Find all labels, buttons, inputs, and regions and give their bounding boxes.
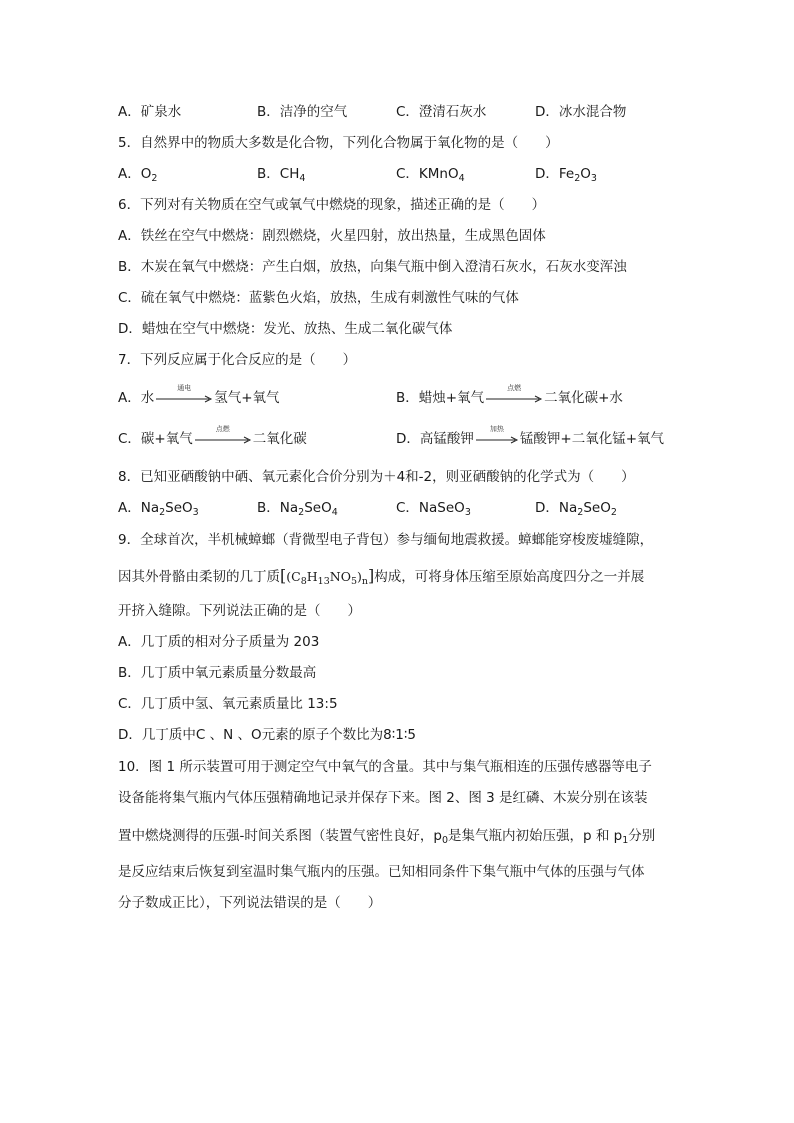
q9-stem-line3: 开挤入缝隙。下列说法正确的是（ ） [118,603,361,619]
q7-option-b[interactable]: B．蜡烛+氧气 点燃 二氧化碳+水 [396,384,623,406]
q8-option-a[interactable]: A．$Na_2SeO_3$ [118,500,199,518]
reaction-arrow-icon: 通电 [155,391,213,405]
q5-stem: 5．自然界中的物质大多数是化合物，下列化合物属于氧化物的是（ ） [118,135,559,151]
q4-option-a[interactable]: A．矿泉水 [118,104,182,120]
q10-stem-line5: 分子数成正比），下列说法错误的是（ ） [118,895,382,911]
q4-option-c[interactable]: C．澄清石灰水 [396,104,487,120]
q9-option-b[interactable]: B．几丁质中氧元素质量分数最高 [118,665,317,681]
q6-option-a[interactable]: A．铁丝在空气中燃烧：剧烈燃烧，火星四射，放出热量，生成黑色固体 [118,228,546,244]
q7-option-d[interactable]: D．高锰酸钾 加热 锰酸钾+二氧化锰+氧气 [396,425,665,447]
q9-option-d[interactable]: D．几丁质中C 、N 、O元素的原子个数比为8∶1∶5 [118,727,416,743]
q8-option-d[interactable]: D．$Na_2SeO_2$ [535,500,617,518]
q9-option-a[interactable]: A．几丁质的相对分子质量为 203 [118,634,320,650]
reaction-arrow-icon: 加热 [475,432,519,446]
q7-option-c[interactable]: C．碳+氧气 点燃 二氧化碳 [118,425,307,447]
q7-stem: 7．下列反应属于化合反应的是（ ） [118,352,357,368]
q6-stem: 6．下列对有关物质在空气或氧气中燃烧的现象，描述正确的是（ ） [118,197,546,213]
chitin-formula: $[(C_8H_{13}NO_5)_n]$ [280,566,375,587]
q5-option-c[interactable]: C．KMnO$_4$ [396,166,465,184]
q5-option-a[interactable]: A．$O_2$ [118,166,158,184]
q7-option-a[interactable]: A．水 通电 氢气+氧气 [118,384,280,406]
q5-option-b[interactable]: B．$CH_4$ [257,166,306,184]
q5-option-d[interactable]: D．$Fe_2O_3$ [535,166,597,184]
q10-stem-line1: 10．图 1 所示装置可用于测定空气中氧气的含量。其中与集气瓶相连的压强传感器等电子 [118,759,652,775]
reaction-arrow-icon: 点燃 [194,432,252,446]
reaction-arrow-icon: 点燃 [485,391,543,405]
q9-stem-line2: 因其外骨骼由柔韧的几丁质$[(C_8H_{13}NO_5)_n]$构成，可将身体压缩至原始高度四分之一并展 [118,566,645,587]
q4-option-b[interactable]: B．洁净的空气 [257,104,348,120]
q8-stem: 8．已知亚硒酸钠中硒、氧元素化合价分别为＋4和-2，则亚硒酸钠的化学式为（ ） [118,469,635,485]
q10-stem-line2: 设备能将集气瓶内气体压强精确地记录并保存下来。图 2、图 3 是红磷、木炭分别在该装 [118,790,648,806]
q10-stem-line3: 置中燃烧测得的压强-时间关系图（装置气密性良好，$p_0$是集气瓶内初始压强，p 和 $p_1$分别 [118,828,656,846]
q6-option-c[interactable]: C．硫在氧气中燃烧：蓝紫色火焰，放热，生成有刺激性气味的气体 [118,290,519,306]
q4-option-d[interactable]: D．冰水混合物 [535,104,627,120]
q8-option-c[interactable]: C．NaSeO$_3$ [396,500,471,518]
q9-stem-line1: 9．全球首次，半机械蟑螂（背微型电子背包）参与缅甸地震救援。蟑螂能穿梭废墟缝隙， [118,532,654,548]
q10-stem-line4: 是反应结束后恢复到室温时集气瓶内的压强。已知相同条件下集气瓶中气体的压强与气体 [118,864,645,880]
q9-option-c[interactable]: C．几丁质中氢、氧元素质量比 13:5 [118,696,338,712]
q8-option-b[interactable]: B．$Na_2SeO_4$ [257,500,338,518]
q6-option-d[interactable]: D．蜡烛在空气中燃烧：发光、放热、生成二氧化碳气体 [118,321,453,337]
q6-option-b[interactable]: B．木炭在氧气中燃烧：产生白烟，放热，向集气瓶中倒入澄清石灰水，石灰水变浑浊 [118,259,627,275]
